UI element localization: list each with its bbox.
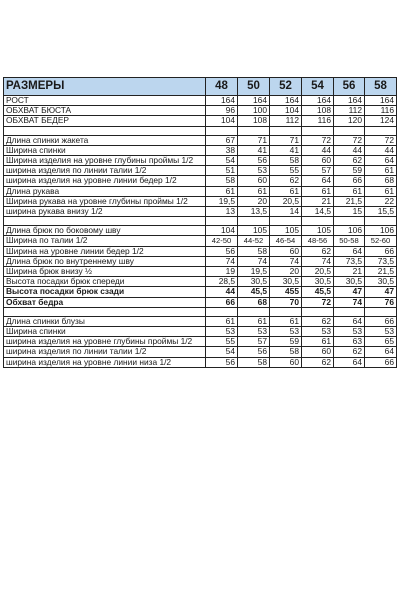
value-cell: 72: [365, 135, 397, 145]
value-cell: 30,5: [270, 277, 302, 287]
spacer-row: [4, 126, 397, 135]
table-row: [4, 297, 397, 307]
value-cell: 61: [206, 316, 238, 326]
value-cell: 58: [238, 357, 270, 367]
value-cell: 71: [270, 135, 302, 145]
value-cell: 104: [206, 226, 238, 236]
value-cell: 63: [334, 337, 365, 347]
value-cell: 105: [238, 226, 270, 236]
value-cell: 108: [302, 106, 334, 116]
value-cell: 20: [238, 196, 270, 206]
row-label: Длина рукава: [4, 186, 206, 196]
row-label: ОБХВАТ БЕДЕР: [4, 116, 206, 126]
empty-cell: [270, 307, 302, 316]
table-row: [4, 277, 397, 287]
value-cell: 57: [302, 166, 334, 176]
row-label: ширина изделия на уровне линии бедер 1/2: [4, 176, 206, 186]
value-cell: 72: [302, 297, 334, 307]
value-cell: 67: [206, 135, 238, 145]
value-cell: 164: [365, 96, 397, 106]
empty-cell: [206, 307, 238, 316]
value-cell: 55: [206, 337, 238, 347]
value-cell: 53: [334, 327, 365, 337]
value-cell: 65: [365, 337, 397, 347]
row-label: Ширина спинки: [4, 145, 206, 155]
value-cell: 120: [334, 116, 365, 126]
value-cell: 51: [206, 166, 238, 176]
value-cell: 164: [238, 96, 270, 106]
table-row: [4, 116, 397, 126]
value-cell: 53: [270, 327, 302, 337]
size-header: 54: [302, 78, 334, 96]
value-cell: 21: [302, 196, 334, 206]
empty-cell: [206, 126, 238, 135]
table-row: [4, 166, 397, 176]
table-row: [4, 327, 397, 337]
table-row: [4, 236, 397, 246]
table-row: [4, 316, 397, 326]
value-cell: 44: [206, 287, 238, 297]
value-cell: 112: [334, 106, 365, 116]
value-cell: 20,5: [270, 196, 302, 206]
value-cell: 62: [302, 357, 334, 367]
value-cell: 96: [206, 106, 238, 116]
value-cell: 28,5: [206, 277, 238, 287]
value-cell: 104: [206, 116, 238, 126]
empty-cell: [4, 126, 206, 135]
value-cell: 61: [238, 186, 270, 196]
table-row: [4, 196, 397, 206]
row-label: Ширина рукава на уровне глубины проймы 1/2: [4, 196, 206, 206]
empty-cell: [334, 126, 365, 135]
row-label: ширина рукава внизу 1/2: [4, 207, 206, 217]
value-cell: 66: [206, 297, 238, 307]
empty-cell: [302, 307, 334, 316]
value-cell: 66: [365, 316, 397, 326]
header-row: [4, 78, 397, 96]
row-label: ширина изделия на уровне линии низа 1/2: [4, 357, 206, 367]
table-row: [4, 145, 397, 155]
value-cell: 20,5: [302, 267, 334, 277]
value-cell: 61: [334, 186, 365, 196]
value-cell: 66: [365, 357, 397, 367]
value-cell: 19: [206, 267, 238, 277]
value-cell: 53: [302, 327, 334, 337]
row-label: РОСТ: [4, 96, 206, 106]
empty-cell: [334, 307, 365, 316]
row-label: Высота посадки брюк сзади: [4, 287, 206, 297]
value-cell: 61: [365, 186, 397, 196]
value-cell: 15: [334, 207, 365, 217]
value-cell: 62: [334, 156, 365, 166]
value-cell: 47: [365, 287, 397, 297]
table-row: [4, 207, 397, 217]
value-cell: 74: [206, 256, 238, 266]
row-label: ширина изделия на уровне глубины проймы 1/2: [4, 337, 206, 347]
row-label: Обхват бедра: [4, 297, 206, 307]
value-cell: 116: [302, 116, 334, 126]
value-cell: 66: [334, 176, 365, 186]
value-cell: 108: [238, 116, 270, 126]
empty-cell: [4, 307, 206, 316]
row-label: Ширина брюк внизу ½: [4, 267, 206, 277]
table-row: [4, 256, 397, 266]
value-cell: 59: [334, 166, 365, 176]
value-cell: 30,5: [365, 277, 397, 287]
size-header: 56: [334, 78, 365, 96]
value-cell: 124: [365, 116, 397, 126]
value-cell: 164: [206, 96, 238, 106]
value-cell: 73,5: [334, 256, 365, 266]
row-label: Длина спинки блузы: [4, 316, 206, 326]
table-row: [4, 246, 397, 256]
row-label: Длина спинки жакета: [4, 135, 206, 145]
value-cell: 106: [365, 226, 397, 236]
value-cell: 60: [238, 176, 270, 186]
row-label: Ширина по талии 1/2: [4, 236, 206, 246]
row-label: ширина изделия по линии талии 1/2: [4, 166, 206, 176]
value-cell: 13,5: [238, 207, 270, 217]
value-cell: 45,5: [238, 287, 270, 297]
value-cell: 60: [270, 357, 302, 367]
row-label: Ширина изделия на уровне глубины проймы 1/2: [4, 156, 206, 166]
value-cell: 14,5: [302, 207, 334, 217]
value-cell: 112: [270, 116, 302, 126]
empty-cell: [365, 307, 397, 316]
value-cell: 19,5: [206, 196, 238, 206]
value-cell: 53: [238, 327, 270, 337]
value-cell: 74: [302, 256, 334, 266]
row-label: ширина изделия по линии талии 1/2: [4, 347, 206, 357]
value-cell: 71: [238, 135, 270, 145]
row-label: Ширина на уровне линии бедер 1/2: [4, 246, 206, 256]
value-cell: 60: [302, 347, 334, 357]
value-cell: 61: [365, 166, 397, 176]
value-cell: 70: [270, 297, 302, 307]
value-cell: 56: [238, 347, 270, 357]
value-cell: 164: [334, 96, 365, 106]
row-label: Длина брюк по внутреннему шву: [4, 256, 206, 266]
value-cell: 41: [238, 145, 270, 155]
value-cell: 61: [302, 186, 334, 196]
table-row: [4, 226, 397, 236]
value-cell: 58: [238, 246, 270, 256]
value-cell: 58: [270, 156, 302, 166]
value-cell: 106: [334, 226, 365, 236]
row-label: Длина брюк по боковому шву: [4, 226, 206, 236]
table-row: [4, 357, 397, 367]
value-cell: 62: [334, 347, 365, 357]
size-chart-body: [4, 96, 397, 368]
value-cell: 58: [270, 347, 302, 357]
value-cell: 74: [238, 256, 270, 266]
table-row: [4, 156, 397, 166]
value-cell: 56: [206, 357, 238, 367]
value-cell: 68: [238, 297, 270, 307]
value-cell: 44: [302, 145, 334, 155]
value-cell: 53: [365, 327, 397, 337]
value-cell: 64: [334, 246, 365, 256]
size-header: 48: [206, 78, 238, 96]
value-cell: 19,5: [238, 267, 270, 277]
value-cell: 22: [365, 196, 397, 206]
value-cell: 62: [270, 176, 302, 186]
row-label: Высота посадки брюк спереди: [4, 277, 206, 287]
empty-cell: [238, 307, 270, 316]
value-cell: 116: [365, 106, 397, 116]
empty-cell: [238, 126, 270, 135]
value-cell: 56: [206, 246, 238, 256]
value-cell: 50-58: [334, 236, 365, 246]
value-cell: 60: [270, 246, 302, 256]
value-cell: 13: [206, 207, 238, 217]
value-cell: 15,5: [365, 207, 397, 217]
value-cell: 61: [302, 337, 334, 347]
table-row: [4, 267, 397, 277]
value-cell: 105: [302, 226, 334, 236]
value-cell: 62: [302, 246, 334, 256]
value-cell: 48-56: [302, 236, 334, 246]
value-cell: 44-52: [238, 236, 270, 246]
value-cell: 30,5: [302, 277, 334, 287]
value-cell: 64: [334, 357, 365, 367]
value-cell: 60: [302, 156, 334, 166]
value-cell: 73,5: [365, 256, 397, 266]
value-cell: 30,5: [238, 277, 270, 287]
value-cell: 61: [206, 186, 238, 196]
value-cell: 164: [302, 96, 334, 106]
value-cell: 64: [365, 347, 397, 357]
value-cell: 56: [238, 156, 270, 166]
value-cell: 53: [238, 166, 270, 176]
value-cell: 46-54: [270, 236, 302, 246]
size-header: 52: [270, 78, 302, 96]
size-header: 58: [365, 78, 397, 96]
value-cell: 61: [270, 186, 302, 196]
value-cell: 55: [270, 166, 302, 176]
value-cell: 45,5: [302, 287, 334, 297]
value-cell: 21,5: [365, 267, 397, 277]
table-row: [4, 347, 397, 357]
value-cell: 104: [270, 106, 302, 116]
empty-cell: [270, 126, 302, 135]
value-cell: 72: [302, 135, 334, 145]
value-cell: 164: [270, 96, 302, 106]
value-cell: 30,5: [334, 277, 365, 287]
empty-cell: [365, 126, 397, 135]
table-row: [4, 96, 397, 106]
value-cell: 42-50: [206, 236, 238, 246]
value-cell: 64: [365, 156, 397, 166]
table-row: [4, 176, 397, 186]
table-row: [4, 287, 397, 297]
value-cell: 105: [270, 226, 302, 236]
value-cell: 64: [302, 176, 334, 186]
value-cell: 57: [238, 337, 270, 347]
value-cell: 20: [270, 267, 302, 277]
empty-cell: [302, 126, 334, 135]
value-cell: 62: [302, 316, 334, 326]
row-label: ОБХВАТ БЮСТА: [4, 106, 206, 116]
table-row: [4, 106, 397, 116]
value-cell: 68: [365, 176, 397, 186]
value-cell: 53: [206, 327, 238, 337]
value-cell: 52-60: [365, 236, 397, 246]
value-cell: 74: [334, 297, 365, 307]
value-cell: 21: [334, 267, 365, 277]
table-row: [4, 135, 397, 145]
value-cell: 64: [334, 316, 365, 326]
value-cell: 455: [270, 287, 302, 297]
value-cell: 21,5: [334, 196, 365, 206]
value-cell: 54: [206, 347, 238, 357]
header-label: РАЗМЕРЫ: [4, 78, 206, 96]
value-cell: 66: [365, 246, 397, 256]
size-chart-table: [3, 77, 397, 368]
value-cell: 14: [270, 207, 302, 217]
value-cell: 61: [270, 316, 302, 326]
size-header: 50: [238, 78, 270, 96]
value-cell: 58: [206, 176, 238, 186]
value-cell: 59: [270, 337, 302, 347]
value-cell: 41: [270, 145, 302, 155]
row-label: Ширина спинки: [4, 327, 206, 337]
value-cell: 76: [365, 297, 397, 307]
table-row: [4, 186, 397, 196]
value-cell: 54: [206, 156, 238, 166]
value-cell: 44: [365, 145, 397, 155]
value-cell: 100: [238, 106, 270, 116]
value-cell: 47: [334, 287, 365, 297]
value-cell: 74: [270, 256, 302, 266]
value-cell: 61: [238, 316, 270, 326]
table-row: [4, 337, 397, 347]
spacer-row: [4, 307, 397, 316]
value-cell: 38: [206, 145, 238, 155]
value-cell: 44: [334, 145, 365, 155]
value-cell: 72: [334, 135, 365, 145]
